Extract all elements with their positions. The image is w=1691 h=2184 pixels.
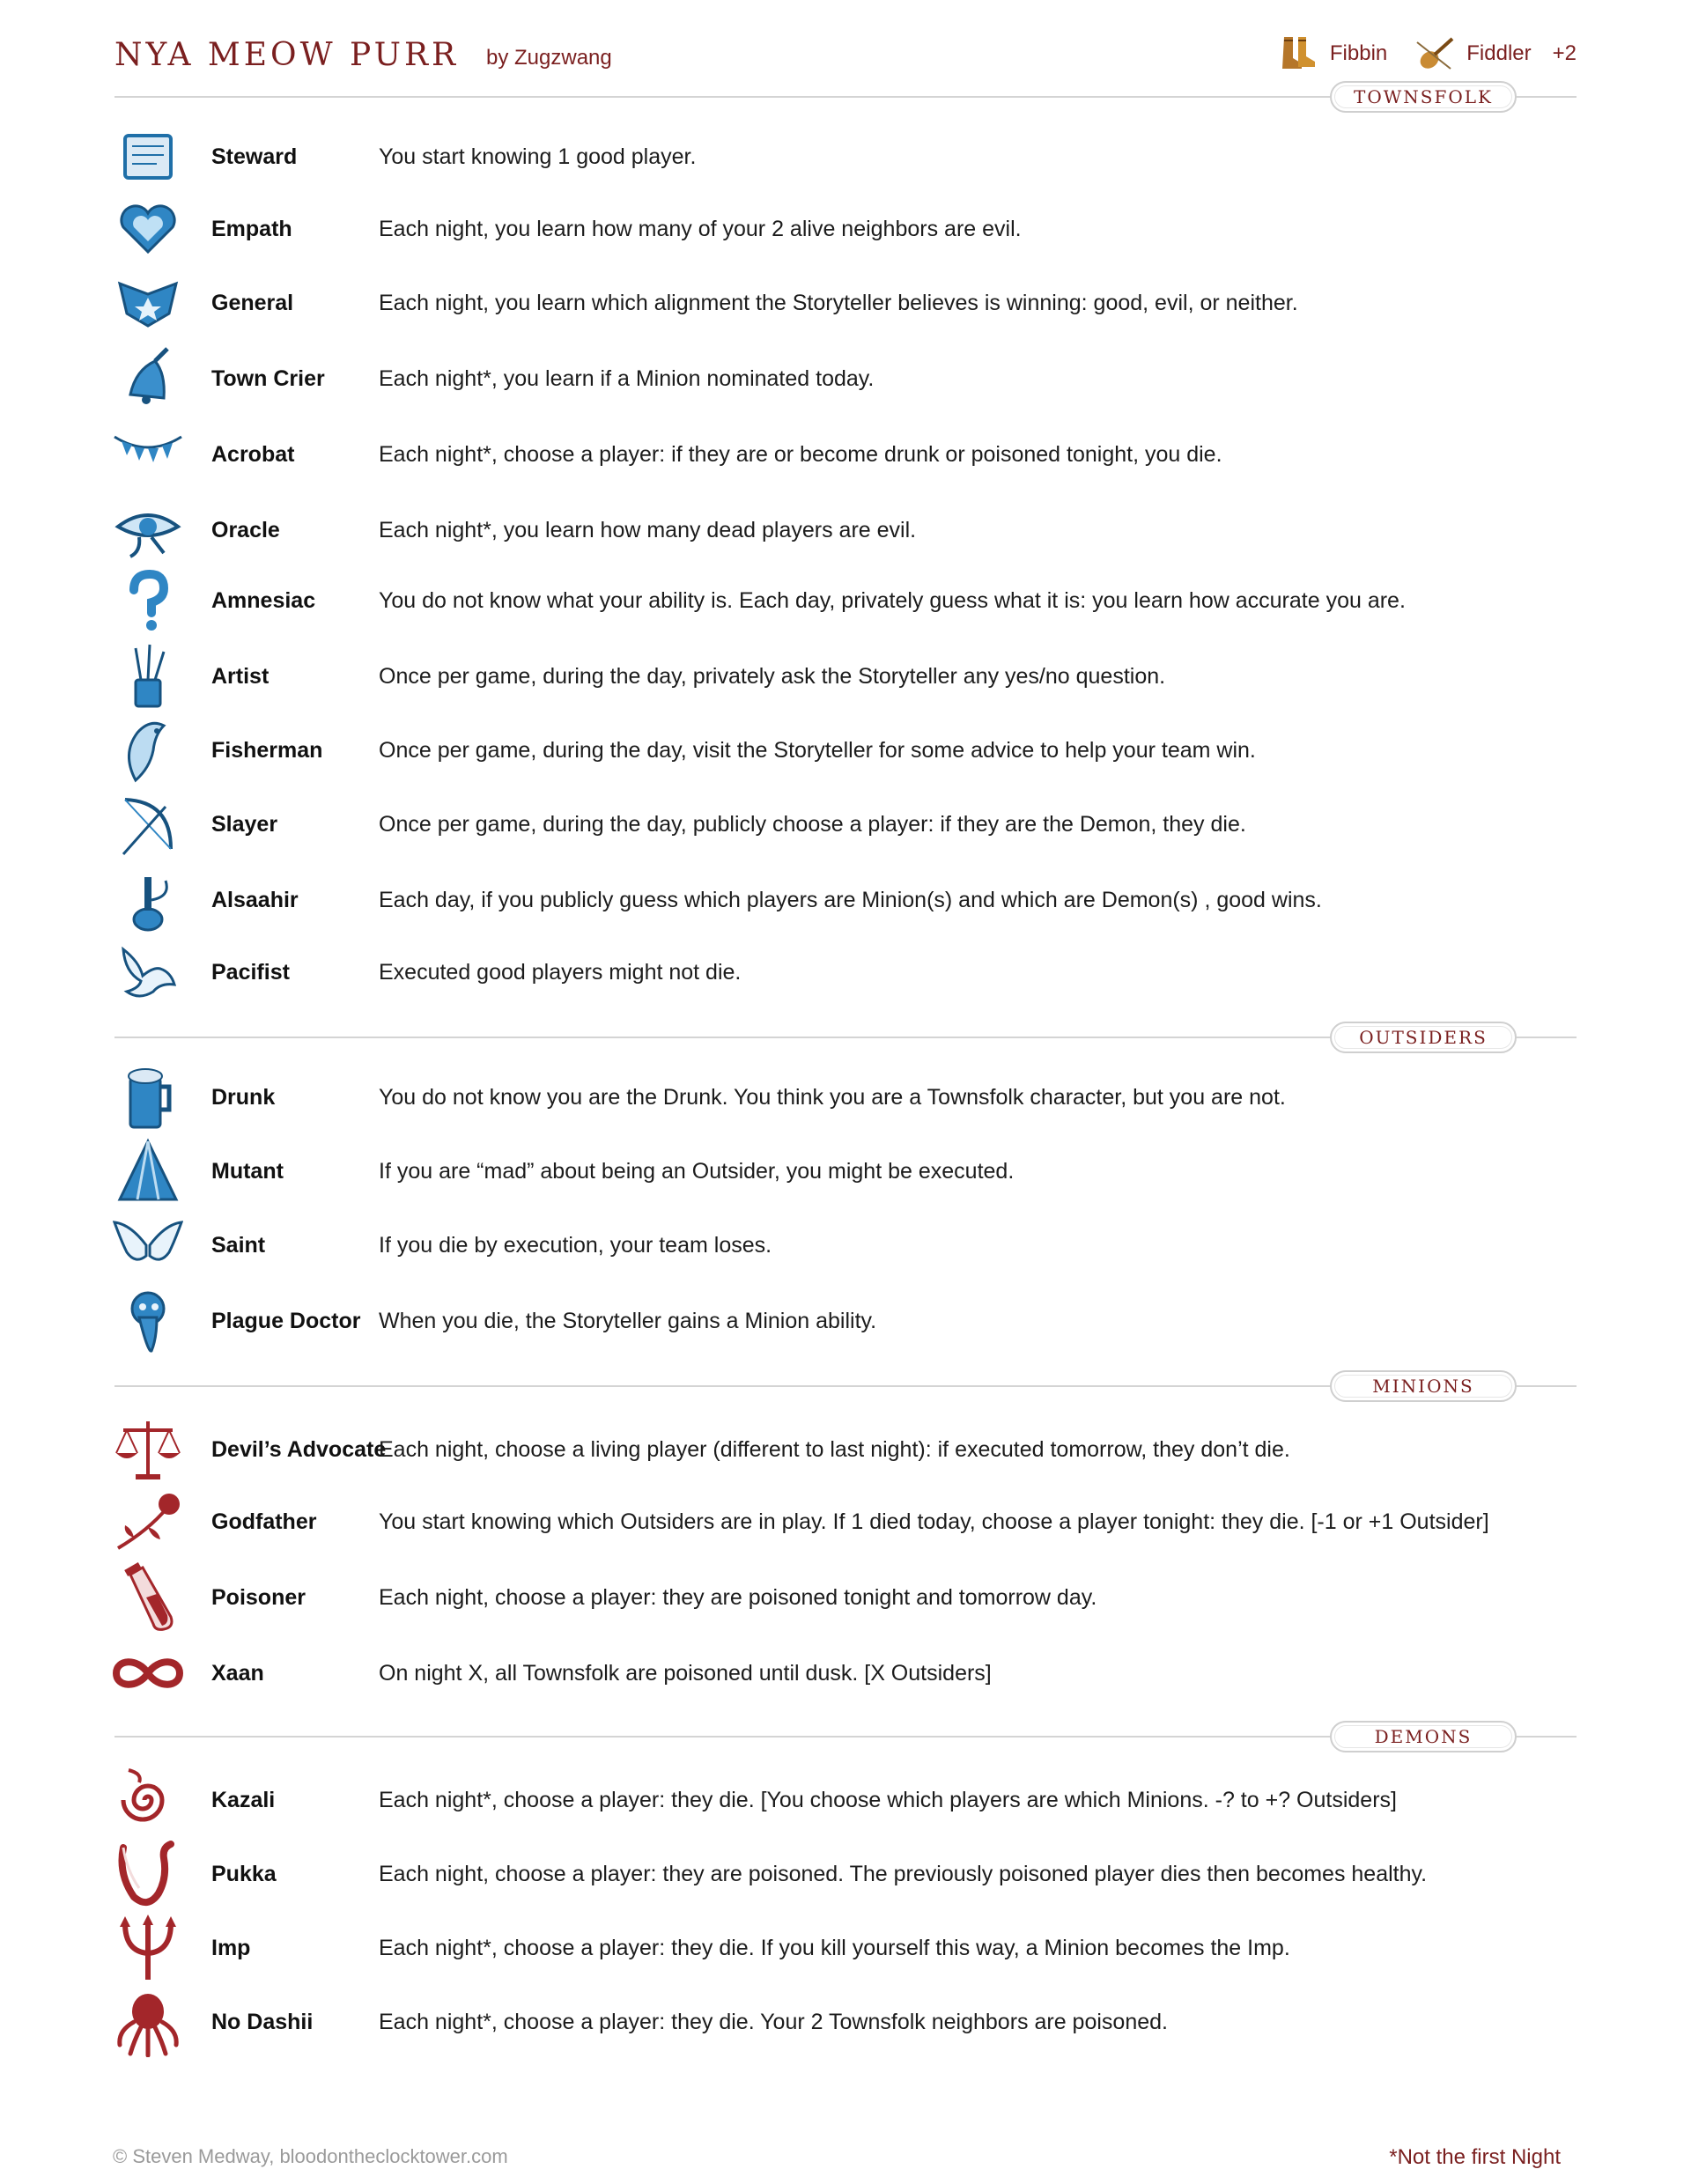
script-author: by Zugzwang <box>486 46 612 70</box>
character-ability: Each night*, you learn if a Minion nominated today. <box>379 366 875 391</box>
dove-icon <box>113 937 183 1007</box>
character-name: Poisoner <box>211 1585 306 1610</box>
character-name: Acrobat <box>211 442 295 467</box>
character-ability: You do not know what your ability is. Each day, privately guess what it is: you learn how accurate you are. <box>379 588 1406 613</box>
character-name: Xaan <box>211 1661 264 1686</box>
character-name: Artist <box>211 664 270 689</box>
serpent-icon <box>113 1839 183 1909</box>
character-row <box>113 1765 1575 1835</box>
character-row <box>113 565 1575 636</box>
heart-icon <box>113 194 183 264</box>
section-divider-demons <box>114 1721 1577 1752</box>
character-row <box>113 1062 1575 1133</box>
character-name: Steward <box>211 144 298 169</box>
character-ability: Once per game, during the day, publicly choose a player: if they are the Demon, they die. <box>379 812 1246 837</box>
character-name: Plague Doctor <box>211 1309 361 1333</box>
character-ability: Each night*, choose a player: they die. Your 2 Townsfolk neighbors are poisoned. <box>379 2010 1168 2034</box>
character-row <box>113 937 1575 1007</box>
section-divider-townsfolk <box>114 81 1577 113</box>
beak-mask-icon <box>113 1286 183 1356</box>
section-label: TOWNSFOLK <box>1330 81 1517 113</box>
section-label: MINIONS <box>1330 1370 1517 1402</box>
character-row <box>113 1839 1575 1909</box>
character-ability: If you are “mad” about being an Outsider, you might be executed. <box>379 1159 1015 1184</box>
character-ability: Each night*, choose a player: if they are or become drunk or poisoned tonight, you die. <box>379 442 1222 467</box>
character-name: Town Crier <box>211 366 325 391</box>
fish-icon <box>113 715 183 786</box>
brushes-icon <box>113 641 183 712</box>
section-label: OUTSIDERS <box>1330 1022 1517 1053</box>
traveller-name: Fiddler <box>1466 41 1532 65</box>
character-name: Amnesiac <box>211 588 316 613</box>
character-ability: Each night*, choose a player: they die. If you kill yourself this way, a Minion becomes the Imp. <box>379 1936 1290 1960</box>
section-divider-outsiders <box>114 1022 1577 1053</box>
character-name: Drunk <box>211 1085 276 1110</box>
traveller-list <box>1277 33 1577 74</box>
fiddle-icon <box>1414 33 1458 74</box>
character-row <box>113 194 1575 264</box>
question-icon <box>113 565 183 636</box>
character-ability: Each night, you learn how many of your 2 alive neighbors are evil. <box>379 217 1022 241</box>
character-name: Oracle <box>211 518 280 542</box>
character-row <box>113 122 1575 192</box>
character-ability: Each night*, choose a player: they die. [You choose which players are which Minions. -? to +? Outsiders] <box>379 1788 1397 1812</box>
character-ability: Each night, choose a living player (different to last night): if executed tomorrow, they don’t die. <box>379 1437 1290 1462</box>
character-row <box>113 495 1575 565</box>
octopus-icon <box>113 1987 183 2057</box>
character-row <box>113 641 1575 712</box>
character-name: No Dashii <box>211 2010 314 2034</box>
character-ability: Each night, choose a player: they are poisoned. The previously poisoned player dies then becomes healthy. <box>379 1862 1428 1886</box>
character-row <box>113 419 1575 490</box>
bunting-icon <box>113 419 183 490</box>
trident-icon <box>113 1913 183 1983</box>
character-ability: On night X, all Townsfolk are poisoned until dusk. [X Outsiders] <box>379 1661 992 1686</box>
character-row <box>113 1638 1575 1708</box>
swirl-icon <box>113 1765 183 1835</box>
character-name: Fisherman <box>211 738 323 763</box>
character-name: Slayer <box>211 812 278 837</box>
tent-icon <box>113 1136 183 1206</box>
character-name: General <box>211 291 294 315</box>
eye-icon <box>113 495 183 565</box>
copyright-text: © Steven Medway, bloodontheclocktower.com <box>113 2145 508 2167</box>
script-title: NYA MEOW PURR <box>114 37 460 73</box>
character-ability: Executed good players might not die. <box>379 960 742 985</box>
section-label: DEMONS <box>1330 1721 1517 1752</box>
boots-icon <box>1277 33 1321 74</box>
character-row <box>113 343 1575 414</box>
extra-travellers-count: +2 <box>1552 41 1577 65</box>
character-name: Saint <box>211 1233 266 1258</box>
character-name: Mutant <box>211 1159 284 1184</box>
character-row <box>113 1487 1575 1557</box>
character-row <box>113 1210 1575 1280</box>
character-ability: If you die by execution, your team loses. <box>379 1233 772 1258</box>
character-ability: Each day, if you publicly guess which players are Minion(s) and which are Demon(s) , good wins. <box>379 888 1322 912</box>
character-ability: You start knowing which Outsiders are in play. If 1 died today, choose a player tonight: they die. [-1 or +1 Outsider] <box>379 1509 1489 1534</box>
bow-icon <box>113 789 183 860</box>
character-ability: Once per game, during the day, visit the Storyteller for some advice to help your team win. <box>379 738 1256 763</box>
scales-icon <box>113 1414 183 1485</box>
wings-icon <box>113 1210 183 1280</box>
character-name: Pukka <box>211 1862 277 1886</box>
character-name: Alsaahir <box>211 888 299 912</box>
character-row <box>113 1913 1575 1983</box>
hookah-icon <box>113 865 183 935</box>
character-name: Imp <box>211 1936 251 1960</box>
character-row <box>113 1562 1575 1633</box>
character-name: Empath <box>211 217 292 241</box>
tankard-icon <box>113 1062 183 1133</box>
character-row <box>113 1987 1575 2057</box>
traveller-name: Fibbin <box>1329 41 1388 65</box>
character-ability: Each night, you learn which alignment the Storyteller believes is winning: good, evil, or neither. <box>379 291 1298 315</box>
character-row <box>113 865 1575 935</box>
script-header <box>114 33 1577 83</box>
character-row <box>113 1136 1575 1206</box>
character-row <box>113 1414 1575 1485</box>
character-ability: You do not know you are the Drunk. You think you are a Townsfolk character, but you are not. <box>379 1085 1286 1110</box>
character-ability: Each night*, you learn how many dead players are evil. <box>379 518 917 542</box>
character-ability: You start knowing 1 good player. <box>379 144 697 169</box>
scroll-icon <box>113 122 183 192</box>
character-ability: Each night, choose a player: they are poisoned tonight and tomorrow day. <box>379 1585 1097 1610</box>
character-name: Kazali <box>211 1788 276 1812</box>
vial-icon <box>113 1562 183 1633</box>
traveller-fibbin <box>1277 33 1387 74</box>
character-row <box>113 1286 1575 1356</box>
character-ability: Once per game, during the day, privately ask the Storyteller any yes/no question. <box>379 664 1166 689</box>
bell-icon <box>113 343 183 414</box>
character-row <box>113 268 1575 338</box>
character-row <box>113 789 1575 860</box>
traveller-fiddler <box>1414 33 1531 74</box>
character-name: Pacifist <box>211 960 290 985</box>
rose-icon <box>113 1487 183 1557</box>
first-night-note: *Not the first Night <box>1389 2145 1561 2169</box>
character-ability: When you die, the Storyteller gains a Minion ability. <box>379 1309 877 1333</box>
insignia-icon <box>113 268 183 338</box>
section-divider-minions <box>114 1370 1577 1402</box>
character-row <box>113 715 1575 786</box>
infinity-icon <box>113 1638 183 1708</box>
character-name: Devil’s Advocate <box>211 1437 387 1462</box>
character-name: Godfather <box>211 1509 317 1534</box>
